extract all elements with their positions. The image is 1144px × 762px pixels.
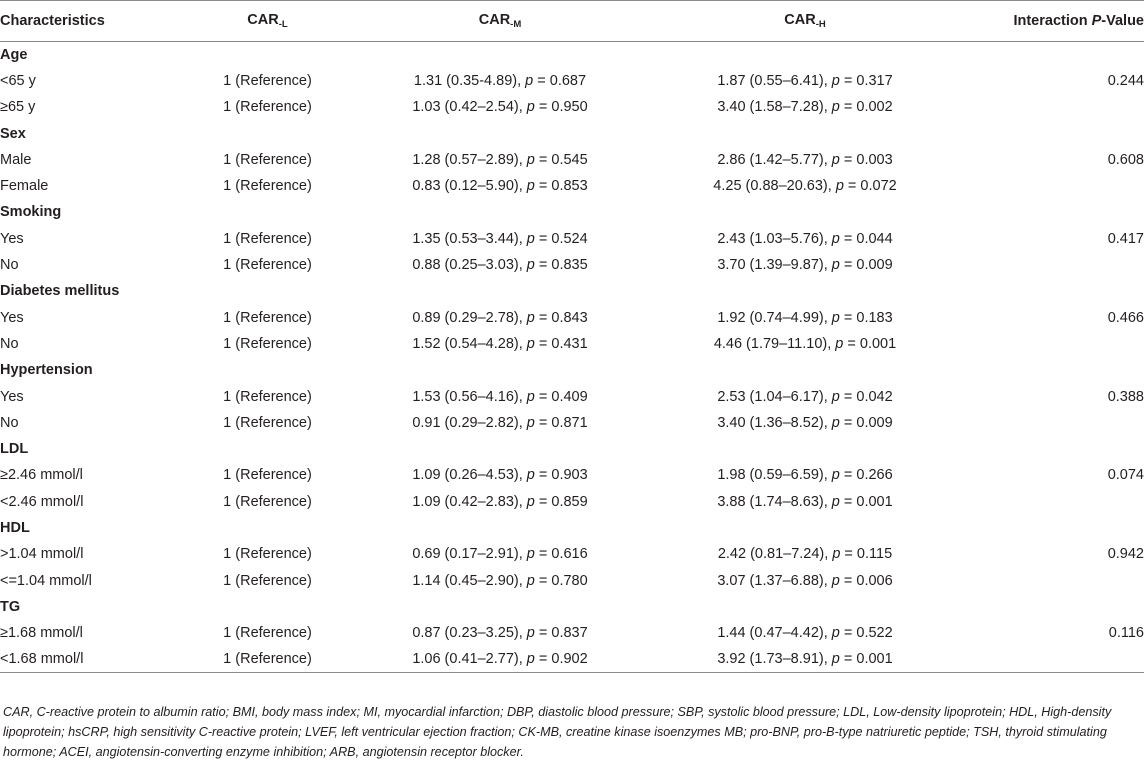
row-label: Male xyxy=(0,151,32,168)
car-l-value: 1 (Reference) xyxy=(223,388,312,405)
car-m-ci: 1.09 (0.26–4.53), xyxy=(412,467,527,484)
car-m-ci: 0.87 (0.23–3.25), xyxy=(412,625,527,642)
car-m-p-value: = 0.524 xyxy=(534,230,588,247)
car-m-p-value: = 0.859 xyxy=(534,493,588,510)
table-row xyxy=(0,147,1144,173)
row-label: Yes xyxy=(0,230,24,247)
car-m-p-value: = 0.687 xyxy=(533,72,587,89)
header-car-m-sub: -M xyxy=(510,19,522,30)
car-h-p-value: = 0.001 xyxy=(839,651,893,668)
p-symbol: p xyxy=(831,99,840,116)
car-h-ci: 2.42 (0.81–7.24), xyxy=(717,546,833,563)
car-h-value xyxy=(650,68,960,94)
empty-cell xyxy=(350,515,650,541)
table-row xyxy=(0,252,1144,278)
car-m-ci: 1.53 (0.56–4.16), xyxy=(412,388,527,405)
car-h-value xyxy=(650,620,960,646)
p-symbol: p xyxy=(526,467,535,484)
empty-cell xyxy=(350,278,650,304)
car-h-ci: 1.92 (0.74–4.99), xyxy=(717,309,832,326)
row-label: No xyxy=(0,414,19,431)
p-symbol: p xyxy=(831,572,840,589)
header-car-m-base: CAR xyxy=(478,12,511,28)
car-h-value xyxy=(650,567,960,593)
car-m-value xyxy=(350,383,650,409)
interaction-p-value: 0.417 xyxy=(1107,230,1144,247)
car-m-p-value: = 0.843 xyxy=(534,309,588,326)
table-row xyxy=(0,68,1144,94)
car-m-value xyxy=(350,147,650,173)
car-m-ci: 1.35 (0.53–3.44), xyxy=(412,230,527,247)
car-h-p-value: = 0.072 xyxy=(843,178,897,195)
table-footnote: CAR, C-reactive protein to albumin ratio; BMI, body mass index; MI, myocardial infarction; DBP, diastolic blood pressure; SBP, systolic blood pressure; LDL, Low-density lipoprotein; HDL, High-density lipoprotein; hsCRP, high sensitivity C-reactive protein; LVEF, left ventricular ejection fraction; CK-MB, creatine kinase isoenzymes MB; pro-BNP, pro-B-type natriuretic peptide; TSH, thyroid stimulating hormone; ACEI, angiotensin-converting enzyme inhibition; ARB, angiotensin receptor blocker. xyxy=(3,705,1112,759)
header-car-l-base: CAR xyxy=(247,12,279,28)
car-m-p-value: = 0.431 xyxy=(534,335,588,352)
table-row xyxy=(0,646,1144,672)
car-h-ci: 3.40 (1.36–8.52), xyxy=(717,414,832,431)
p-symbol: p xyxy=(526,257,535,274)
car-m-p-value: = 0.616 xyxy=(534,546,588,563)
header-interaction-prefix: Interaction xyxy=(1013,13,1092,29)
empty-cell xyxy=(350,120,650,146)
car-l-value: 1 (Reference) xyxy=(223,625,312,642)
car-h-p-value: = 0.522 xyxy=(839,625,893,642)
empty-cell xyxy=(350,199,650,225)
car-h-value xyxy=(650,173,960,199)
car-h-value xyxy=(650,383,960,409)
empty-cell xyxy=(650,278,960,304)
header-car-h xyxy=(650,1,960,42)
p-symbol: p xyxy=(525,72,534,89)
car-m-value xyxy=(350,173,650,199)
empty-cell xyxy=(650,357,960,383)
header-car-m xyxy=(350,1,650,42)
car-l-value: 1 (Reference) xyxy=(185,646,350,672)
p-symbol: p xyxy=(526,625,535,642)
group-title: LDL xyxy=(0,441,29,458)
header-interaction-p-value xyxy=(960,1,1144,42)
car-m-value xyxy=(350,304,650,330)
empty-cell xyxy=(960,436,1144,462)
table-row xyxy=(0,489,1144,515)
interaction-p-value: 0.608 xyxy=(1107,151,1144,168)
car-h-p-value: = 0.183 xyxy=(839,309,893,326)
empty-cell xyxy=(650,120,960,146)
row-label: <=1.04 mmol/l xyxy=(0,572,92,589)
interaction-p-value xyxy=(960,252,1144,278)
p-symbol: p xyxy=(831,72,840,89)
car-h-value xyxy=(650,462,960,488)
group-row xyxy=(0,120,1144,146)
car-h-ci: 2.43 (1.03–5.76), xyxy=(717,230,832,247)
car-h-value xyxy=(650,541,960,567)
table-row xyxy=(0,620,1144,646)
empty-cell xyxy=(960,42,1144,68)
car-h-p-value: = 0.009 xyxy=(839,257,893,274)
car-m-ci: 1.28 (0.57–2.89), xyxy=(412,151,527,168)
interaction-p-value: 0.942 xyxy=(1107,546,1144,563)
car-l-value: 1 (Reference) xyxy=(223,309,312,326)
table-row xyxy=(0,331,1144,357)
car-m-value xyxy=(350,410,650,436)
table-row xyxy=(0,410,1144,436)
car-m-p-value: = 0.409 xyxy=(534,388,588,405)
group-row xyxy=(0,42,1144,68)
car-m-value xyxy=(350,252,650,278)
empty-cell xyxy=(185,515,350,541)
empty-cell xyxy=(185,357,350,383)
p-symbol: p xyxy=(831,414,840,431)
empty-cell xyxy=(960,594,1144,620)
table-body xyxy=(0,42,1144,673)
car-l-value: 1 (Reference) xyxy=(223,151,312,168)
row-label: >1.04 mmol/l xyxy=(0,546,84,563)
car-h-p-value: = 0.002 xyxy=(839,99,893,116)
p-symbol: p xyxy=(835,335,844,352)
header-car-h-sub: -H xyxy=(815,19,826,30)
empty-cell xyxy=(185,594,350,620)
car-l-value: 1 (Reference) xyxy=(223,72,312,89)
p-symbol: p xyxy=(831,388,840,405)
p-symbol: p xyxy=(526,546,535,563)
group-row xyxy=(0,278,1144,304)
car-l-value: 1 (Reference) xyxy=(223,335,312,352)
car-h-ci: 1.98 (0.59–6.59), xyxy=(717,467,832,484)
car-m-ci: 1.09 (0.42–2.83), xyxy=(412,493,527,510)
empty-cell xyxy=(185,120,350,146)
car-m-ci: 0.91 (0.29–2.82), xyxy=(412,414,527,431)
group-row xyxy=(0,515,1144,541)
interaction-p-value xyxy=(960,567,1144,593)
p-symbol: p xyxy=(526,99,535,116)
interaction-p-value xyxy=(960,646,1144,672)
interaction-p-value xyxy=(960,410,1144,436)
p-symbol: p xyxy=(835,178,844,195)
row-label: <65 y xyxy=(0,72,36,89)
table-row xyxy=(0,541,1144,567)
group-title: Smoking xyxy=(0,204,62,221)
table-row xyxy=(0,94,1144,120)
p-symbol: p xyxy=(831,493,840,510)
p-symbol: p xyxy=(526,493,535,510)
empty-cell xyxy=(650,515,960,541)
car-h-ci: 3.88 (1.74–8.63), xyxy=(717,493,832,510)
interaction-p-value xyxy=(960,331,1144,357)
interaction-p-value: 0.466 xyxy=(1107,309,1144,326)
car-h-p-value: = 0.001 xyxy=(839,493,893,510)
p-symbol: p xyxy=(831,230,840,247)
group-row xyxy=(0,199,1144,225)
car-h-ci: 3.70 (1.39–9.87), xyxy=(717,257,832,274)
empty-cell xyxy=(185,42,350,68)
empty-cell xyxy=(650,199,960,225)
car-h-ci: 3.07 (1.37–6.88), xyxy=(717,572,832,589)
car-h-value xyxy=(650,226,960,252)
car-m-value xyxy=(350,541,650,567)
car-h-ci: 4.46 (1.79–11.10), xyxy=(713,335,836,352)
group-row xyxy=(0,357,1144,383)
interaction-p-value xyxy=(960,489,1144,515)
car-h-value xyxy=(650,252,960,278)
row-label: ≥1.68 mmol/l xyxy=(0,625,83,642)
table-header xyxy=(0,1,1144,42)
car-l-value: 1 (Reference) xyxy=(223,572,312,589)
car-l-value: 1 (Reference) xyxy=(223,99,312,116)
row-label: No xyxy=(0,335,19,352)
car-h-ci: 1.87 (0.55–6.41), xyxy=(717,72,832,89)
row-label: <1.68 mmol/l xyxy=(0,646,185,672)
car-m-p-value: = 0.902 xyxy=(534,651,588,668)
car-h-value xyxy=(650,489,960,515)
car-m-ci: 0.83 (0.12–5.90), xyxy=(412,178,527,195)
p-symbol: p xyxy=(526,651,535,668)
car-l-value: 1 (Reference) xyxy=(223,414,312,431)
p-symbol: p xyxy=(831,625,840,642)
empty-cell xyxy=(650,436,960,462)
car-h-ci: 3.92 (1.73–8.91), xyxy=(717,651,832,668)
p-symbol: p xyxy=(526,230,535,247)
group-title: Age xyxy=(0,46,28,63)
car-m-value xyxy=(350,462,650,488)
car-h-ci: 2.53 (1.04–6.17), xyxy=(717,388,832,405)
empty-cell xyxy=(350,42,650,68)
p-symbol: p xyxy=(526,388,535,405)
car-h-p-value: = 0.006 xyxy=(839,572,893,589)
empty-cell xyxy=(350,436,650,462)
row-label: No xyxy=(0,257,19,274)
row-label: ≥65 y xyxy=(0,99,36,116)
table-row xyxy=(0,462,1144,488)
p-symbol: p xyxy=(831,151,840,168)
empty-cell xyxy=(960,278,1144,304)
car-m-ci: 0.69 (0.17–2.91), xyxy=(412,546,527,563)
header-car-l xyxy=(185,1,350,42)
car-h-p-value: = 0.266 xyxy=(839,467,893,484)
p-symbol: p xyxy=(526,572,535,589)
car-m-ci: 1.31 (0.35-4.89), xyxy=(413,72,526,89)
car-m-p-value: = 0.545 xyxy=(534,151,588,168)
interaction-p-value xyxy=(960,94,1144,120)
header-car-l-sub: -L xyxy=(278,19,288,30)
interaction-p-value xyxy=(960,173,1144,199)
car-h-p-value: = 0.003 xyxy=(839,151,893,168)
header-interaction-p: P xyxy=(1091,13,1102,29)
empty-cell xyxy=(960,515,1144,541)
empty-cell xyxy=(350,357,650,383)
car-h-value xyxy=(650,94,960,120)
car-h-value xyxy=(650,331,960,357)
car-h-ci: 3.40 (1.58–7.28), xyxy=(717,99,832,116)
group-title: Hypertension xyxy=(0,362,93,379)
table-row xyxy=(0,567,1144,593)
car-m-value xyxy=(350,489,650,515)
car-m-value xyxy=(350,331,650,357)
p-symbol: p xyxy=(526,335,535,352)
car-h-ci: 2.86 (1.42–5.77), xyxy=(717,151,832,168)
car-m-value xyxy=(350,68,650,94)
car-m-value xyxy=(350,226,650,252)
interaction-p-value: 0.116 xyxy=(1108,625,1144,642)
row-label: ≥2.46 mmol/l xyxy=(0,467,83,484)
car-h-p-value: = 0.009 xyxy=(839,414,893,431)
p-symbol: p xyxy=(526,151,535,168)
p-symbol: p xyxy=(526,414,535,431)
car-m-p-value: = 0.903 xyxy=(534,467,588,484)
table-row xyxy=(0,304,1144,330)
p-symbol: p xyxy=(832,546,841,563)
car-h-p-value: = 0.042 xyxy=(839,388,893,405)
car-h-p-value: = 0.044 xyxy=(839,230,893,247)
p-symbol: p xyxy=(831,467,840,484)
empty-cell xyxy=(185,278,350,304)
p-symbol: p xyxy=(526,309,535,326)
header-car-h-base: CAR xyxy=(784,12,816,28)
group-title: Sex xyxy=(0,125,26,142)
car-m-p-value: = 0.853 xyxy=(534,178,588,195)
car-m-p-value: = 0.837 xyxy=(534,625,588,642)
car-m-p-value: = 0.780 xyxy=(534,572,588,589)
car-h-p-value: = 0.317 xyxy=(839,72,893,89)
car-m-p-value: = 0.950 xyxy=(534,99,588,116)
empty-cell xyxy=(960,357,1144,383)
empty-cell xyxy=(350,594,650,620)
empty-cell xyxy=(185,436,350,462)
empty-cell xyxy=(185,199,350,225)
car-m-ci: 1.03 (0.42–2.54), xyxy=(412,99,527,116)
p-symbol: p xyxy=(831,309,840,326)
car-l-value: 1 (Reference) xyxy=(223,257,312,274)
car-h-value xyxy=(650,304,960,330)
group-row xyxy=(0,436,1144,462)
car-m-ci: 1.14 (0.45–2.90), xyxy=(412,572,527,589)
group-row xyxy=(0,594,1144,620)
car-l-value: 1 (Reference) xyxy=(223,178,312,195)
row-label: Female xyxy=(0,178,49,195)
header-interaction-suffix: -Value xyxy=(1101,13,1144,29)
group-title: Diabetes mellitus xyxy=(0,283,120,300)
interaction-p-value: 0.074 xyxy=(1107,467,1144,484)
car-m-value xyxy=(350,646,650,672)
group-title: TG xyxy=(0,598,21,615)
car-h-p-value: = 0.001 xyxy=(843,335,897,352)
car-m-p-value: = 0.871 xyxy=(534,414,588,431)
car-h-ci: 4.25 (0.88–20.63), xyxy=(713,178,836,195)
car-h-value xyxy=(650,410,960,436)
car-m-p-value: = 0.835 xyxy=(534,257,588,274)
car-m-value xyxy=(350,567,650,593)
interaction-p-value: 0.388 xyxy=(1107,388,1144,405)
p-symbol: p xyxy=(831,257,840,274)
car-m-value xyxy=(350,620,650,646)
row-label: <2.46 mmol/l xyxy=(0,493,84,510)
car-h-value xyxy=(650,147,960,173)
car-m-ci: 0.88 (0.25–3.03), xyxy=(412,257,527,274)
p-symbol: p xyxy=(831,651,840,668)
car-h-ci: 1.44 (0.47–4.42), xyxy=(717,625,832,642)
car-h-value xyxy=(650,646,960,672)
car-m-ci: 1.06 (0.41–2.77), xyxy=(412,651,527,668)
row-label: Yes xyxy=(0,388,24,405)
car-h-p-value: = 0.115 xyxy=(840,546,893,563)
table-row xyxy=(0,226,1144,252)
car-m-ci: 0.89 (0.29–2.78), xyxy=(412,309,527,326)
header-characteristics: Characteristics xyxy=(0,1,185,42)
p-symbol: p xyxy=(526,178,535,195)
table-row xyxy=(0,173,1144,199)
car-l-value: 1 (Reference) xyxy=(223,493,312,510)
car-l-value: 1 (Reference) xyxy=(223,546,312,563)
empty-cell xyxy=(650,42,960,68)
empty-cell xyxy=(960,120,1144,146)
car-l-value: 1 (Reference) xyxy=(223,467,312,484)
car-l-value: 1 (Reference) xyxy=(223,230,312,247)
empty-cell xyxy=(650,594,960,620)
table-row xyxy=(0,383,1144,409)
interaction-p-value: 0.244 xyxy=(1107,72,1144,89)
car-m-value xyxy=(350,94,650,120)
header-row xyxy=(0,1,1144,42)
row-label: Yes xyxy=(0,309,24,326)
empty-cell xyxy=(960,199,1144,225)
car-m-ci: 1.52 (0.54–4.28), xyxy=(412,335,527,352)
group-title: HDL xyxy=(0,519,30,536)
